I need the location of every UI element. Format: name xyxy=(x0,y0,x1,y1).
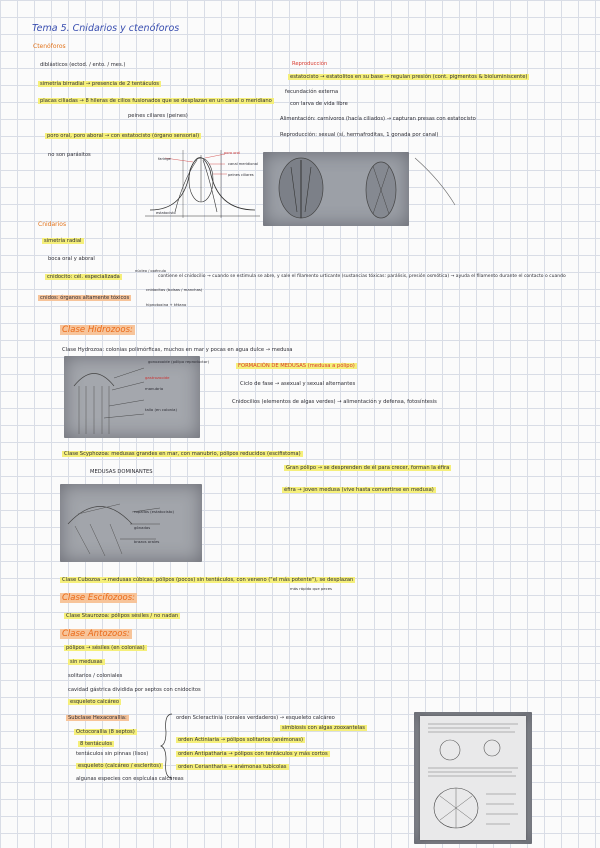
note-line: Alimentación: carnívoros (hacía ciliados) → capturan presas con estatocisto xyxy=(280,116,476,122)
section-antozoos: Clase Antozoos: xyxy=(62,629,130,639)
hydrozoa-photo xyxy=(64,356,200,438)
section-hidrozoos: Clase Hidrozoos: xyxy=(62,325,133,335)
note-line: núcleo / opérculo xyxy=(135,269,166,273)
note-line: tentáculos sin pinnas (lisos) xyxy=(76,751,149,757)
note-line: diblásticos (ectod. / ento. / mes.) xyxy=(40,62,126,68)
note-line: Cnidocilios (elementos de algas verdes) → alimentación y defensa, fotosíntesis xyxy=(232,399,437,405)
diagram-label: gastrozooide xyxy=(145,375,170,380)
worksheet-photo xyxy=(414,712,532,844)
page-title: Tema 5. Cnidarios y ctenóforos xyxy=(32,23,180,34)
diagram-label: brazos orales xyxy=(134,539,160,544)
note-line: sin medusas xyxy=(70,659,103,665)
diagram-label: gonozooide (pólipo reproductor) xyxy=(148,359,210,364)
note-line: Octocorallia (8 septos) xyxy=(76,729,135,735)
section-cnidarios: Cnidarios xyxy=(38,221,67,228)
note-line: estatocisto → estatolitos en su base → regulan presión (cont. pigmentos & bioluminiscente) xyxy=(290,74,528,80)
note-line: simbiosis con algas zooxantelas xyxy=(282,725,366,731)
section-ctenoforos: Ctenóforos xyxy=(33,43,66,50)
note-line: Clase Scyphozoa: medusas grandes en mar, con manubrio, pólipos reducidos (escifistoma) xyxy=(64,451,301,457)
diagram-label: manubrio xyxy=(145,386,164,391)
note-line: Reproducción: sexual (sí, hermafroditas, 1 gonada por canal) xyxy=(280,132,439,138)
note-line: cnidocitos (bolsas / manchas) xyxy=(146,287,203,292)
note-line: solitarios / coloniales xyxy=(68,673,123,679)
diagram-label: peines ciliares xyxy=(228,173,254,177)
note-line: placas ciliadas → 8 hileras de cilios fusionados que se desplazan en un canal o meridiano xyxy=(40,98,272,104)
note-line: Ciclo de fase → asexual y sexual alternantes xyxy=(240,381,356,387)
diagram-label: canal meridional xyxy=(228,162,258,166)
note-line: orden Scleractinia (corales verdaderos) → esqueleto calcáreo xyxy=(176,715,335,721)
note-line: más rápido que peces xyxy=(290,586,333,591)
scyphozoa-photo xyxy=(60,484,202,562)
note-line: simetría birradial → presencia de 2 tentáculos xyxy=(40,81,159,87)
diagram-label: estatocisto xyxy=(156,211,176,215)
note-line: MEDUSAS DOMINANTES xyxy=(90,469,153,475)
note-line: boca oral y aboral xyxy=(48,256,95,262)
ctenophore-diagram xyxy=(145,140,260,222)
note-line: éfira → joven medusa (vive hasta convertirse en medusa) xyxy=(284,487,434,493)
note-line: con larva de vida libre xyxy=(290,101,348,107)
note-line: Clase Staurozoa: pólipos sésiles / no nadan xyxy=(66,613,179,619)
note-line: Gran pólipo → se desprenden de él para crecer, forman la éfira xyxy=(286,465,450,471)
note-line: peines ciliares (peines) xyxy=(128,113,188,119)
diagram-label: gónadas xyxy=(134,525,151,530)
brace xyxy=(160,712,174,780)
section-escifozoos: Clase Escifozoos: xyxy=(62,593,136,603)
note-line: orden Antipatharia → pólipos con tentáculos y más cortos xyxy=(178,751,328,757)
note-line: cnidos: órganos altamente tóxicos xyxy=(40,295,130,301)
note-line: Subclase Hexacorallia: xyxy=(68,715,127,721)
note-line: orden Ceriantharia → anémonas tubícolas xyxy=(178,764,287,770)
diagram-label: tallo (en colonia) xyxy=(145,407,177,412)
note-line: fecundación externa xyxy=(285,89,339,95)
diagram-label: faringe xyxy=(158,157,171,161)
arrow-sketch xyxy=(410,150,470,210)
heading-formacion: FORMACIÓN DE MEDUSAS (medusa a pólipo) xyxy=(238,363,355,369)
note-line: Clase Cubozoa → medusas cúbicas, pólipos (pocos) sin tentáculos, con veneno ("el más potente"), se desplazan xyxy=(62,577,354,583)
note-line: esqueleto (calcáreo / escleritos) xyxy=(78,763,161,769)
note-line: cavidad gástrica dividida por septos con cnidocitos xyxy=(68,687,201,693)
note-line: esqueleto calcáreo xyxy=(70,699,120,705)
note-line: cnidocito: cél. especializada xyxy=(47,274,120,280)
note-line: Clase Hydrozoa: colonias polimórficas, muchos en mar y pocas en agua dulce → medusa xyxy=(62,347,293,353)
note-line: algunas especies con espículas calcáreas xyxy=(76,776,184,782)
note-line: orden Actiniaria → pólipos solitarios (anémonas) xyxy=(178,737,304,743)
ctenophore-photo xyxy=(263,152,409,226)
note-line: contiene el cnidocilio → cuando se estimula se abre, y sale el filamento urticante (sustancias tóxicas: parálisis, presión osmótica) → ayuda el filamento durante el contacto o cuando xyxy=(158,274,566,279)
heading-reproduccion: Reproducción xyxy=(292,61,328,67)
note-line: no son parásitos xyxy=(48,152,91,158)
worksheet-page xyxy=(420,716,526,840)
note-line: hipnotoxina + tétano xyxy=(146,302,187,307)
note-line: 8 tentáculos xyxy=(80,741,113,747)
diagram-label: poro oral xyxy=(224,151,241,155)
note-line: poro oral, poro aboral → con estatocisto (órgano sensorial) xyxy=(47,133,200,139)
note-line: pólipos → sésiles (en colonias) xyxy=(66,645,145,651)
diagram-label: ropalios (estatocisto) xyxy=(134,509,174,514)
note-line: simetría radial xyxy=(44,238,82,244)
